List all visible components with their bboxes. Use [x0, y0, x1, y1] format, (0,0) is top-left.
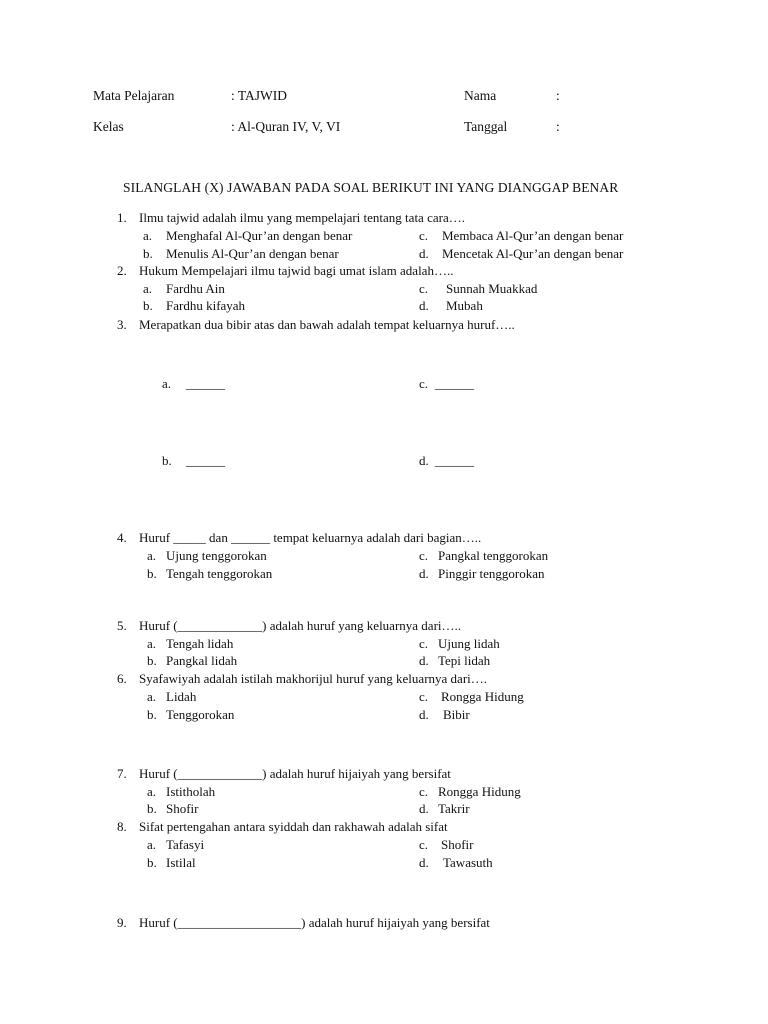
option-letter[interactable]: c.: [419, 636, 429, 651]
option-letter[interactable]: d.: [419, 855, 429, 870]
option-letter[interactable]: c.: [419, 281, 429, 296]
option-letter[interactable]: a.: [147, 548, 157, 563]
option-text[interactable]: Shofir: [441, 837, 474, 852]
option-text[interactable]: Ujung tenggorokan: [166, 548, 267, 563]
option-text[interactable]: Menghafal Al-Qur’an dengan benar: [166, 228, 353, 243]
option-text[interactable]: Tengah tenggorokan: [166, 566, 273, 581]
question-number: 6.: [117, 671, 127, 686]
class-value: : Al-Quran IV, V, VI: [231, 119, 341, 134]
name-colon: :: [556, 88, 560, 103]
option-letter[interactable]: c.: [419, 376, 429, 391]
option-text[interactable]: Pinggir tenggorokan: [438, 566, 545, 581]
option-letter[interactable]: a.: [147, 784, 157, 799]
option-letter[interactable]: d.: [419, 566, 429, 581]
date-colon: :: [556, 119, 560, 134]
option-letter[interactable]: b.: [143, 298, 153, 313]
name-label: Nama: [464, 88, 497, 103]
question-text: Huruf _____ dan ______ tempat keluarnya adalah dari bagian…..: [139, 530, 482, 545]
option-letter[interactable]: d.: [419, 298, 429, 313]
option-text[interactable]: Fardhu Ain: [166, 281, 225, 296]
option-text[interactable]: Pangkal tenggorokan: [438, 548, 549, 563]
option-blank[interactable]: ______: [186, 453, 225, 468]
question-number: 5.: [117, 618, 127, 633]
option-text[interactable]: Sunnah Muakkad: [446, 281, 538, 296]
option-letter[interactable]: d.: [419, 801, 429, 816]
question-text: Syafawiyah adalah istilah makhorijul huruf yang keluarnya dari….: [139, 671, 488, 686]
option-text[interactable]: Mencetak Al-Qur’an dengan benar: [442, 246, 624, 261]
option-text[interactable]: Tepi lidah: [438, 653, 491, 668]
option-text[interactable]: Tenggorokan: [166, 707, 235, 722]
option-text[interactable]: Membaca Al-Qur’an dengan benar: [442, 228, 624, 243]
option-text[interactable]: Takrir: [438, 801, 470, 816]
question-text: Hukum Mempelajari ilmu tajwid bagi umat islam adalah…..: [139, 263, 454, 278]
option-text[interactable]: Rongga Hidung: [441, 689, 524, 704]
option-text[interactable]: Tawasuth: [443, 855, 493, 870]
question-text: Huruf (___________________) adalah huruf hijaiyah yang bersifat: [139, 915, 490, 930]
class-label: Kelas: [93, 119, 124, 134]
question-number: 9.: [117, 915, 127, 930]
option-letter[interactable]: a.: [147, 689, 157, 704]
option-blank[interactable]: ______: [435, 453, 474, 468]
question-number: 3.: [117, 317, 127, 332]
option-letter[interactable]: b.: [143, 246, 153, 261]
option-letter[interactable]: a.: [147, 837, 157, 852]
question-number: 8.: [117, 819, 127, 834]
option-letter[interactable]: c.: [419, 689, 429, 704]
option-letter[interactable]: b.: [147, 653, 157, 668]
option-text[interactable]: Tafasyi: [166, 837, 205, 852]
option-letter[interactable]: d.: [419, 653, 429, 668]
option-letter[interactable]: b.: [147, 801, 157, 816]
subject-value: : TAJWID: [231, 88, 288, 103]
option-letter[interactable]: a.: [143, 228, 153, 243]
option-letter[interactable]: a.: [147, 636, 157, 651]
option-letter[interactable]: d.: [419, 246, 429, 261]
question-text: Ilmu tajwid adalah ilmu yang mempelajari tentang tata cara….: [139, 210, 465, 225]
option-text[interactable]: Istilal: [166, 855, 196, 870]
instruction-heading: SILANGLAH (X) JAWABAN PADA SOAL BERIKUT INI YANG DIANGGAP BENAR: [123, 180, 619, 195]
option-letter[interactable]: c.: [419, 548, 429, 563]
option-text[interactable]: Lidah: [166, 689, 197, 704]
subject-label: Mata Pelajaran: [93, 88, 175, 103]
question-number: 2.: [117, 263, 127, 278]
option-text[interactable]: Istitholah: [166, 784, 216, 799]
option-text[interactable]: Fardhu kifayah: [166, 298, 246, 313]
date-label: Tanggal: [464, 119, 508, 134]
option-letter[interactable]: b.: [147, 566, 157, 581]
question-text: Huruf (_____________) adalah huruf yang keluarnya dari…..: [139, 618, 462, 633]
option-letter[interactable]: c.: [419, 784, 429, 799]
question-text: Merapatkan dua bibir atas dan bawah adalah tempat keluarnya huruf…..: [139, 317, 515, 332]
question-text: Sifat pertengahan antara syiddah dan rakhawah adalah sifat: [139, 819, 448, 834]
option-text[interactable]: Bibir: [443, 707, 470, 722]
option-letter[interactable]: d.: [419, 453, 429, 468]
option-text[interactable]: Rongga Hidung: [438, 784, 521, 799]
option-text[interactable]: Pangkal lidah: [166, 653, 238, 668]
option-letter[interactable]: c.: [419, 228, 429, 243]
option-text[interactable]: Tengah lidah: [166, 636, 234, 651]
question-number: 1.: [117, 210, 127, 225]
option-text[interactable]: Ujung lidah: [438, 636, 500, 651]
option-letter[interactable]: a.: [143, 281, 153, 296]
option-letter[interactable]: c.: [419, 837, 429, 852]
option-letter[interactable]: b.: [147, 707, 157, 722]
option-text[interactable]: Menulis Al-Qur’an dengan benar: [166, 246, 339, 261]
option-letter[interactable]: d.: [419, 707, 429, 722]
option-letter[interactable]: a.: [162, 376, 172, 391]
option-letter[interactable]: b.: [162, 453, 172, 468]
question-text: Huruf (_____________) adalah huruf hijaiyah yang bersifat: [139, 766, 451, 781]
option-blank[interactable]: ______: [435, 376, 474, 391]
option-blank[interactable]: ______: [186, 376, 225, 391]
option-text[interactable]: Mubah: [446, 298, 483, 313]
option-text[interactable]: Shofir: [166, 801, 199, 816]
option-letter[interactable]: b.: [147, 855, 157, 870]
question-number: 7.: [117, 766, 127, 781]
question-number: 4.: [117, 530, 127, 545]
